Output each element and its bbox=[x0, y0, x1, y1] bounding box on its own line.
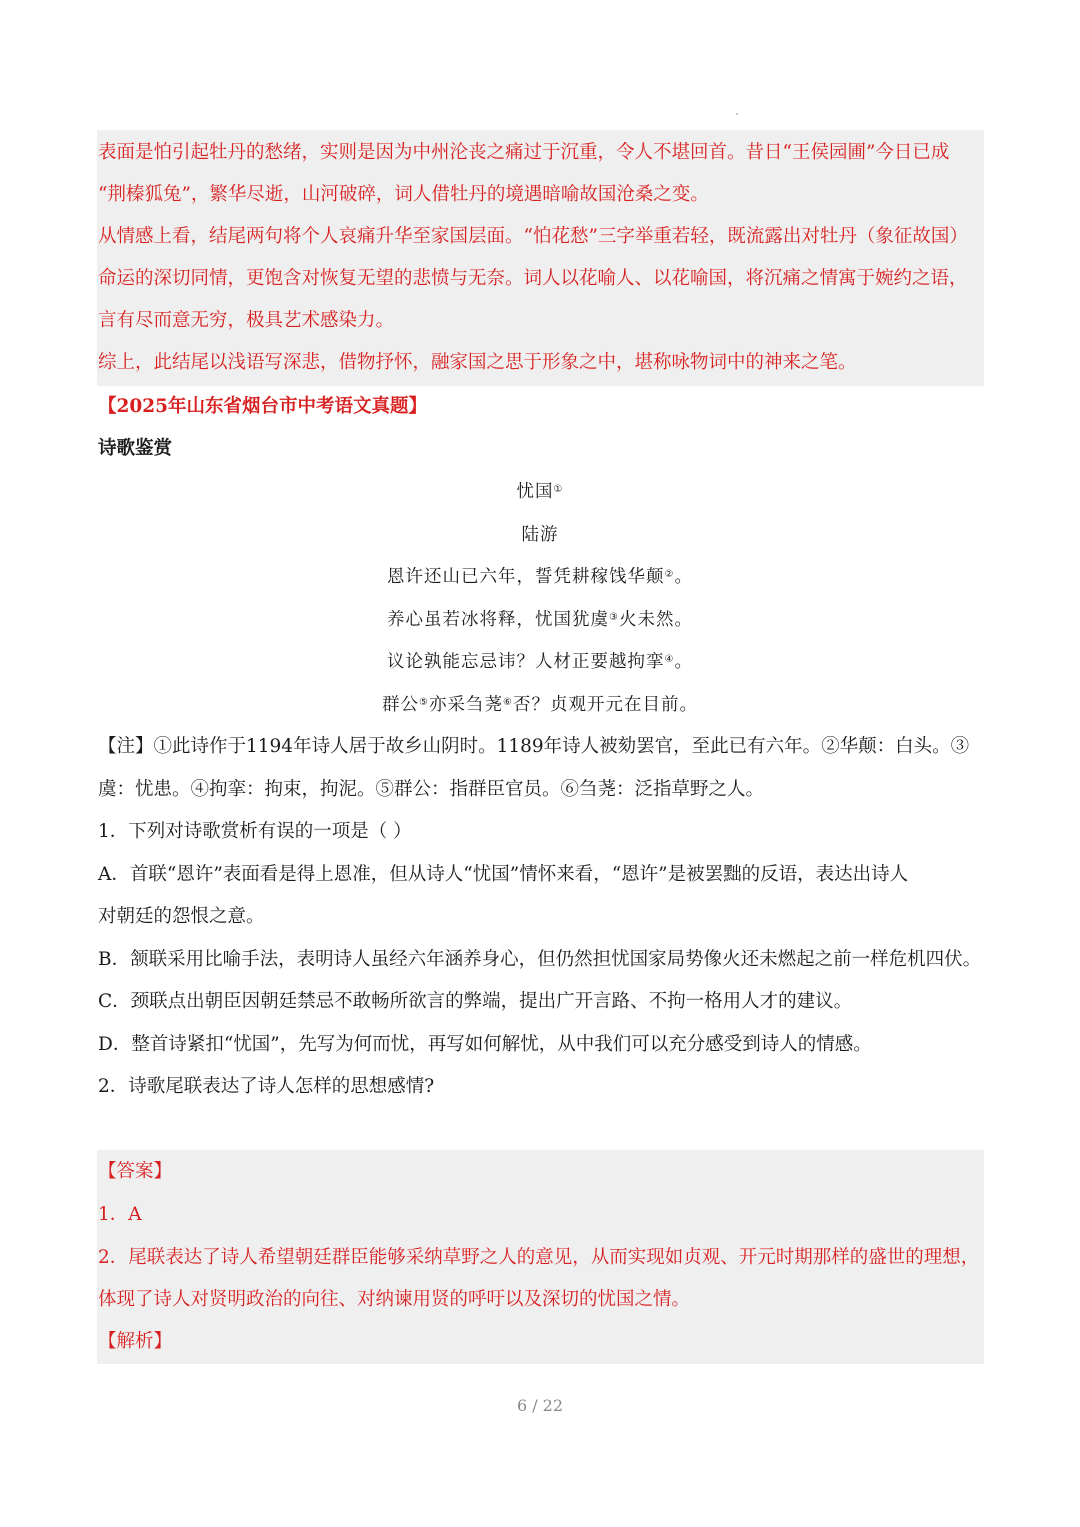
poem-line-4-text-a: 群公 bbox=[382, 695, 420, 715]
page-indicator: 6 / 22 bbox=[516, 1396, 564, 1415]
answer-1: 1．A bbox=[98, 1204, 142, 1225]
poem-line-4-text-b: 亦采刍荛 bbox=[429, 695, 503, 715]
poem-line-1-text: 恩许还山已六年，誓凭耕稼饯华颠 bbox=[387, 567, 665, 587]
answer-2-line-1: 2．尾联表达了诗人希望朝廷群臣能够采纳草野之人的意见，从而实现如贞观、开元时期那样的盛世的理想， bbox=[98, 1247, 980, 1268]
poem-line-1 bbox=[0, 562, 1080, 592]
analysis-label: 【解析】 bbox=[98, 1331, 173, 1352]
option-b: B．颔联采用比喻手法，表明诗人虽经六年涵养身心，但仍然担忧国家局势像火还未燃起之前一样危机四伏。 bbox=[98, 949, 982, 970]
poem-title bbox=[0, 477, 1080, 507]
poem-line-1-end: 。 bbox=[674, 567, 693, 587]
poem-line-3-end: 。 bbox=[674, 652, 693, 672]
poem-title-note: ① bbox=[553, 484, 564, 495]
poem-line-3-note: ④ bbox=[664, 654, 675, 665]
poem-line-2-note: ③ bbox=[609, 612, 619, 623]
section-title: 诗歌鉴赏 bbox=[98, 438, 173, 459]
poem-line-1-note: ② bbox=[664, 569, 675, 580]
poem-line-2-end: 火未然。 bbox=[618, 610, 693, 630]
option-d: D．整首诗紧扣“忧国”，先写为何而忧，再写如何解忧，从中我们可以充分感受到诗人的情感。 bbox=[98, 1034, 872, 1055]
poem-line-4-text-c: 否？贞观开元在目前。 bbox=[512, 695, 698, 715]
poem-line-4-note-1: ⑤ bbox=[419, 697, 429, 708]
poem-author: 陆游 bbox=[521, 525, 559, 545]
answer-top-line-3: 从情感上看，结尾两句将个人哀痛升华至家国层面。“怕花愁”三字举重若轻，既流露出对牡丹（象征故国） bbox=[98, 226, 968, 247]
notes-line-1: 【注】①此诗作于1194年诗人居于故乡山阴时。1189年诗人被劾罢官，至此已有六年。②华颠：白头。③ bbox=[98, 736, 970, 757]
option-a-line-2: 对朝廷的怨恨之意。 bbox=[98, 906, 265, 927]
option-c: C．颈联点出朝臣因朝廷禁忌不敢畅所欲言的弊端，提出广开言路、不拘一格用人才的建议。 bbox=[98, 991, 853, 1012]
notes-line-2: 虞：忧患。④拘挛：拘束，拘泥。⑤群公：指群臣官员。⑥刍荛：泛指草野之人。 bbox=[98, 779, 765, 800]
answer-2-line-2: 体现了诗人对贤明政治的向往、对纳谏用贤的呼吁以及深切的忧国之情。 bbox=[98, 1289, 691, 1310]
option-a-line-1: A．首联“恩许”表面看是得上恩准，但从诗人“忧国”情怀来看，“恩许”是被罢黜的反语，表达出诗人 bbox=[98, 864, 909, 885]
poem-line-3-text: 议论孰能忘忌讳？人材正要越拘挛 bbox=[387, 652, 665, 672]
answer-top-line-1: 表面是怕引起牡丹的愁绪，实则是因为中州沦丧之痛过于沉重，令人不堪回首。昔日“王侯园圃”今日已成 bbox=[98, 142, 950, 163]
poem-line-2-text: 养心虽若冰将释，忧国犹虞 bbox=[387, 610, 610, 630]
poem-line-4 bbox=[0, 690, 1080, 720]
answer-top-line-4: 命运的深切同情，更饱含对恢复无望的悲愤与无奈。词人以花喻人、以花喻国，将沉痛之情寓于婉约之语， bbox=[98, 268, 968, 289]
answer-top-line-5: 言有尽而意无穷，极具艺术感染力。 bbox=[98, 310, 395, 331]
question-2: 2．诗歌尾联表达了诗人怎样的思想感情? bbox=[98, 1076, 435, 1097]
answer-label: 【答案】 bbox=[98, 1161, 173, 1182]
poem-line-4-note-2: ⑥ bbox=[503, 697, 513, 708]
scan-speck bbox=[736, 113, 738, 115]
poem-line-2 bbox=[0, 605, 1080, 635]
question-1: 1．下列对诗歌赏析有误的一项是（ ） bbox=[98, 821, 412, 842]
answer-top-line-2: “荆榛狐兔”，繁华尽逝，山河破碎，词人借牡丹的境遇暗喻故国沧桑之变。 bbox=[98, 184, 709, 205]
poem-line-3 bbox=[0, 647, 1080, 677]
source-heading: 【2025年山东省烟台市中考语文真题】 bbox=[98, 396, 427, 417]
poem-title-text: 忧国 bbox=[516, 482, 554, 502]
answer-top-line-6: 综上，此结尾以浅语写深悲，借物抒怀，融家国之思于形象之中，堪称咏物词中的神来之笔。 bbox=[98, 352, 857, 373]
